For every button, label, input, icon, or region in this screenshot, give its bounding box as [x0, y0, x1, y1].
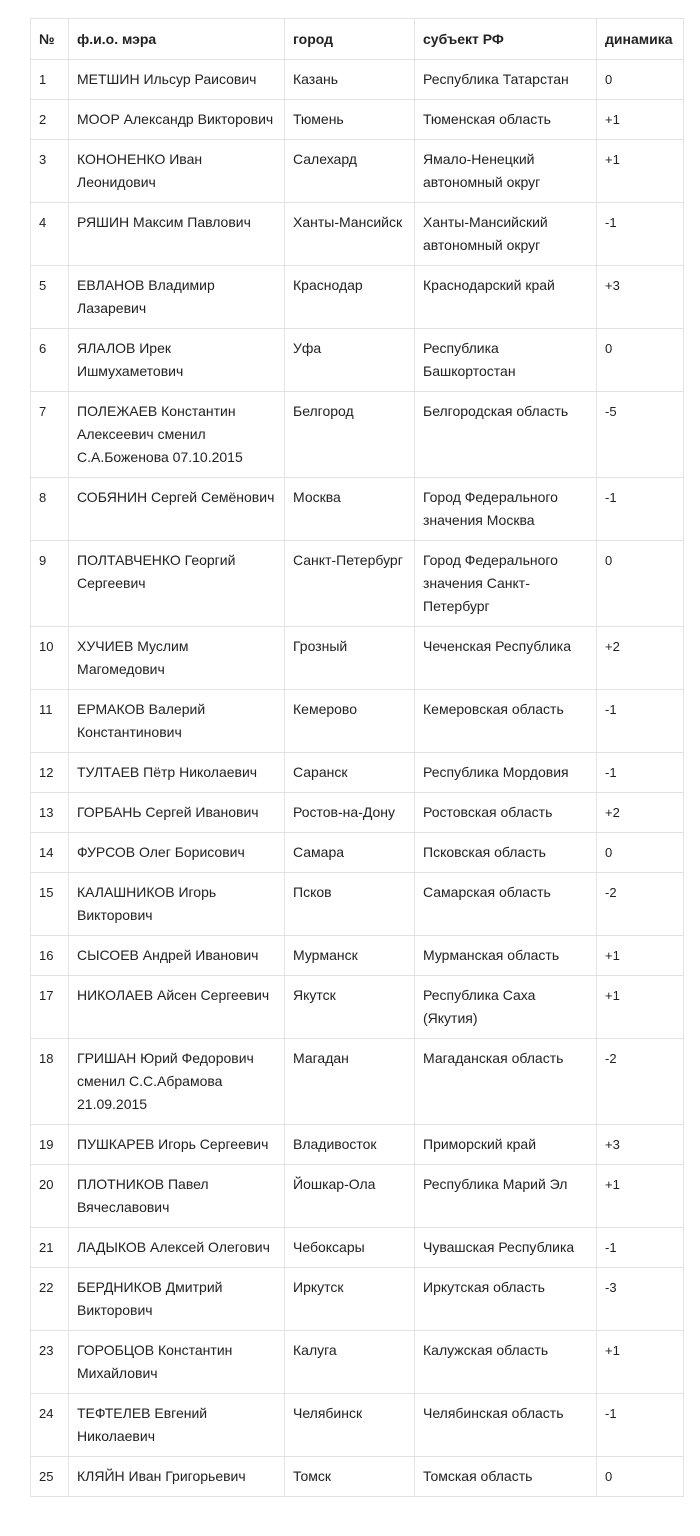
cell-num: 9 — [31, 541, 69, 627]
cell-num: 20 — [31, 1165, 69, 1228]
cell-region: Республика Мордовия — [415, 753, 597, 793]
cell-city: Санкт-Петербург — [285, 541, 415, 627]
cell-num: 15 — [31, 873, 69, 936]
cell-city: Казань — [285, 60, 415, 100]
table-row — [31, 1394, 684, 1457]
cell-city: Москва — [285, 478, 415, 541]
cell-dynamics: -2 — [597, 873, 684, 936]
table-row — [31, 753, 684, 793]
cell-region: Город Федерального значения Санкт-Петербург — [415, 541, 597, 627]
cell-num: 25 — [31, 1457, 69, 1497]
cell-mayor-name: РЯШИН Максим Павлович — [69, 203, 285, 266]
table-row — [31, 478, 684, 541]
cell-dynamics: +2 — [597, 627, 684, 690]
cell-region: Республика Татарстан — [415, 60, 597, 100]
table-row — [31, 140, 684, 203]
table-row — [31, 1165, 684, 1228]
cell-num: 13 — [31, 793, 69, 833]
cell-city: Ростов-на-Дону — [285, 793, 415, 833]
table-row — [31, 100, 684, 140]
table-row — [31, 690, 684, 753]
cell-region: Томская область — [415, 1457, 597, 1497]
table-row — [31, 266, 684, 329]
cell-mayor-name: ЕРМАКОВ Валерий Константинович — [69, 690, 285, 753]
cell-mayor-name: ПОЛЕЖАЕВ Константин Алексеевич сменил С.А.Боженова 07.10.2015 — [69, 392, 285, 478]
cell-dynamics: -2 — [597, 1039, 684, 1125]
cell-region: Приморский край — [415, 1125, 597, 1165]
cell-dynamics: -1 — [597, 1228, 684, 1268]
cell-dynamics: -5 — [597, 392, 684, 478]
cell-city: Уфа — [285, 329, 415, 392]
cell-dynamics: 0 — [597, 329, 684, 392]
cell-region: Тюменская область — [415, 100, 597, 140]
cell-mayor-name: КЛЯЙН Иван Григорьевич — [69, 1457, 285, 1497]
cell-city: Самара — [285, 833, 415, 873]
cell-dynamics: +3 — [597, 266, 684, 329]
cell-dynamics: +3 — [597, 1125, 684, 1165]
table-row — [31, 1125, 684, 1165]
cell-mayor-name: МЕТШИН Ильсур Раисович — [69, 60, 285, 100]
cell-mayor-name: ПЛОТНИКОВ Павел Вячеславович — [69, 1165, 285, 1228]
cell-region: Краснодарский край — [415, 266, 597, 329]
cell-dynamics: 0 — [597, 541, 684, 627]
cell-num: 24 — [31, 1394, 69, 1457]
table-row — [31, 833, 684, 873]
cell-num: 22 — [31, 1268, 69, 1331]
cell-region: Белгородская область — [415, 392, 597, 478]
cell-dynamics: 0 — [597, 1457, 684, 1497]
cell-region: Республика Марий Эл — [415, 1165, 597, 1228]
cell-dynamics: -1 — [597, 690, 684, 753]
cell-dynamics: -1 — [597, 478, 684, 541]
cell-region: Чувашская Республика — [415, 1228, 597, 1268]
cell-city: Салехард — [285, 140, 415, 203]
cell-region: Ямало-Ненецкий автономный округ — [415, 140, 597, 203]
cell-city: Калуга — [285, 1331, 415, 1394]
cell-num: 18 — [31, 1039, 69, 1125]
cell-mayor-name: ХУЧИЕВ Муслим Магомедович — [69, 627, 285, 690]
cell-city: Мурманск — [285, 936, 415, 976]
table-row — [31, 329, 684, 392]
table-header — [31, 19, 684, 60]
cell-region: Чеченская Республика — [415, 627, 597, 690]
cell-region: Иркутская область — [415, 1268, 597, 1331]
cell-num: 6 — [31, 329, 69, 392]
cell-city: Якутск — [285, 976, 415, 1039]
cell-mayor-name: КАЛАШНИКОВ Игорь Викторович — [69, 873, 285, 936]
cell-dynamics: +1 — [597, 100, 684, 140]
table-row — [31, 936, 684, 976]
cell-region: Псковская область — [415, 833, 597, 873]
header-name: ф.и.о. мэра — [69, 19, 285, 60]
cell-dynamics: -3 — [597, 1268, 684, 1331]
cell-dynamics: -1 — [597, 1394, 684, 1457]
table-row — [31, 60, 684, 100]
header-row — [31, 19, 684, 60]
mayors-rating-table-container — [30, 18, 683, 1497]
cell-city: Псков — [285, 873, 415, 936]
cell-mayor-name: СЫСОЕВ Андрей Иванович — [69, 936, 285, 976]
cell-city: Магадан — [285, 1039, 415, 1125]
cell-region: Мурманская область — [415, 936, 597, 976]
table-row — [31, 1268, 684, 1331]
cell-num: 5 — [31, 266, 69, 329]
cell-city: Челябинск — [285, 1394, 415, 1457]
cell-num: 7 — [31, 392, 69, 478]
cell-num: 2 — [31, 100, 69, 140]
table-row — [31, 1457, 684, 1497]
cell-dynamics: +1 — [597, 140, 684, 203]
header-num: № — [31, 19, 69, 60]
mayors-rating-table — [30, 18, 684, 1497]
table-body — [31, 60, 684, 1497]
cell-num: 16 — [31, 936, 69, 976]
cell-region: Калужская область — [415, 1331, 597, 1394]
cell-dynamics: -1 — [597, 753, 684, 793]
cell-region: Республика Саха (Якутия) — [415, 976, 597, 1039]
cell-mayor-name: НИКОЛАЕВ Айсен Сергеевич — [69, 976, 285, 1039]
cell-mayor-name: МООР Александр Викторович — [69, 100, 285, 140]
cell-dynamics: +1 — [597, 1165, 684, 1228]
cell-city: Владивосток — [285, 1125, 415, 1165]
cell-region: Город Федерального значения Москва — [415, 478, 597, 541]
table-row — [31, 873, 684, 936]
cell-region: Челябинская область — [415, 1394, 597, 1457]
table-row — [31, 976, 684, 1039]
cell-city: Иркутск — [285, 1268, 415, 1331]
cell-city: Кемерово — [285, 690, 415, 753]
cell-dynamics: +2 — [597, 793, 684, 833]
table-row — [31, 392, 684, 478]
table-row — [31, 1228, 684, 1268]
cell-mayor-name: ЯЛАЛОВ Ирек Ишмухаметович — [69, 329, 285, 392]
cell-city: Саранск — [285, 753, 415, 793]
cell-dynamics: +1 — [597, 936, 684, 976]
cell-dynamics: -1 — [597, 203, 684, 266]
header-region: субъект РФ — [415, 19, 597, 60]
cell-mayor-name: ПОЛТАВЧЕНКО Георгий Сергеевич — [69, 541, 285, 627]
cell-region: Самарская область — [415, 873, 597, 936]
cell-num: 12 — [31, 753, 69, 793]
cell-region: Кемеровская область — [415, 690, 597, 753]
cell-mayor-name: СОБЯНИН Сергей Семёнович — [69, 478, 285, 541]
cell-mayor-name: ГОРБАНЬ Сергей Иванович — [69, 793, 285, 833]
table-row — [31, 541, 684, 627]
cell-city: Грозный — [285, 627, 415, 690]
cell-dynamics: 0 — [597, 60, 684, 100]
cell-num: 1 — [31, 60, 69, 100]
cell-num: 17 — [31, 976, 69, 1039]
cell-mayor-name: КОНОНЕНКО Иван Леонидович — [69, 140, 285, 203]
cell-dynamics: +1 — [597, 976, 684, 1039]
cell-region: Магаданская область — [415, 1039, 597, 1125]
cell-city: Тюмень — [285, 100, 415, 140]
cell-num: 14 — [31, 833, 69, 873]
cell-num: 4 — [31, 203, 69, 266]
cell-city: Чебоксары — [285, 1228, 415, 1268]
cell-mayor-name: ПУШКАРЕВ Игорь Сергеевич — [69, 1125, 285, 1165]
cell-num: 3 — [31, 140, 69, 203]
cell-num: 21 — [31, 1228, 69, 1268]
cell-mayor-name: ЛАДЫКОВ Алексей Олегович — [69, 1228, 285, 1268]
cell-city: Краснодар — [285, 266, 415, 329]
cell-num: 10 — [31, 627, 69, 690]
cell-dynamics: +1 — [597, 1331, 684, 1394]
cell-city: Ханты-Мансийск — [285, 203, 415, 266]
table-row — [31, 203, 684, 266]
cell-region: Республика Башкортостан — [415, 329, 597, 392]
cell-mayor-name: ФУРСОВ Олег Борисович — [69, 833, 285, 873]
cell-mayor-name: ГРИШАН Юрий Федорович сменил С.С.Абрамова 21.09.2015 — [69, 1039, 285, 1125]
cell-num: 19 — [31, 1125, 69, 1165]
cell-region: Ростовская область — [415, 793, 597, 833]
cell-mayor-name: ТУЛТАЕВ Пётр Николаевич — [69, 753, 285, 793]
table-row — [31, 627, 684, 690]
cell-city: Йошкар-Ола — [285, 1165, 415, 1228]
cell-num: 11 — [31, 690, 69, 753]
table-row — [31, 1039, 684, 1125]
cell-mayor-name: ЕВЛАНОВ Владимир Лазаревич — [69, 266, 285, 329]
cell-num: 23 — [31, 1331, 69, 1394]
cell-mayor-name: БЕРДНИКОВ Дмитрий Викторович — [69, 1268, 285, 1331]
cell-city: Белгород — [285, 392, 415, 478]
cell-num: 8 — [31, 478, 69, 541]
cell-mayor-name: ТЕФТЕЛЕВ Евгений Николаевич — [69, 1394, 285, 1457]
table-row — [31, 793, 684, 833]
cell-region: Ханты-Мансийский автономный округ — [415, 203, 597, 266]
cell-dynamics: 0 — [597, 833, 684, 873]
cell-city: Томск — [285, 1457, 415, 1497]
header-city: город — [285, 19, 415, 60]
table-row — [31, 1331, 684, 1394]
cell-mayor-name: ГОРОБЦОВ Константин Михайлович — [69, 1331, 285, 1394]
header-dynamics: динамика — [597, 19, 684, 60]
